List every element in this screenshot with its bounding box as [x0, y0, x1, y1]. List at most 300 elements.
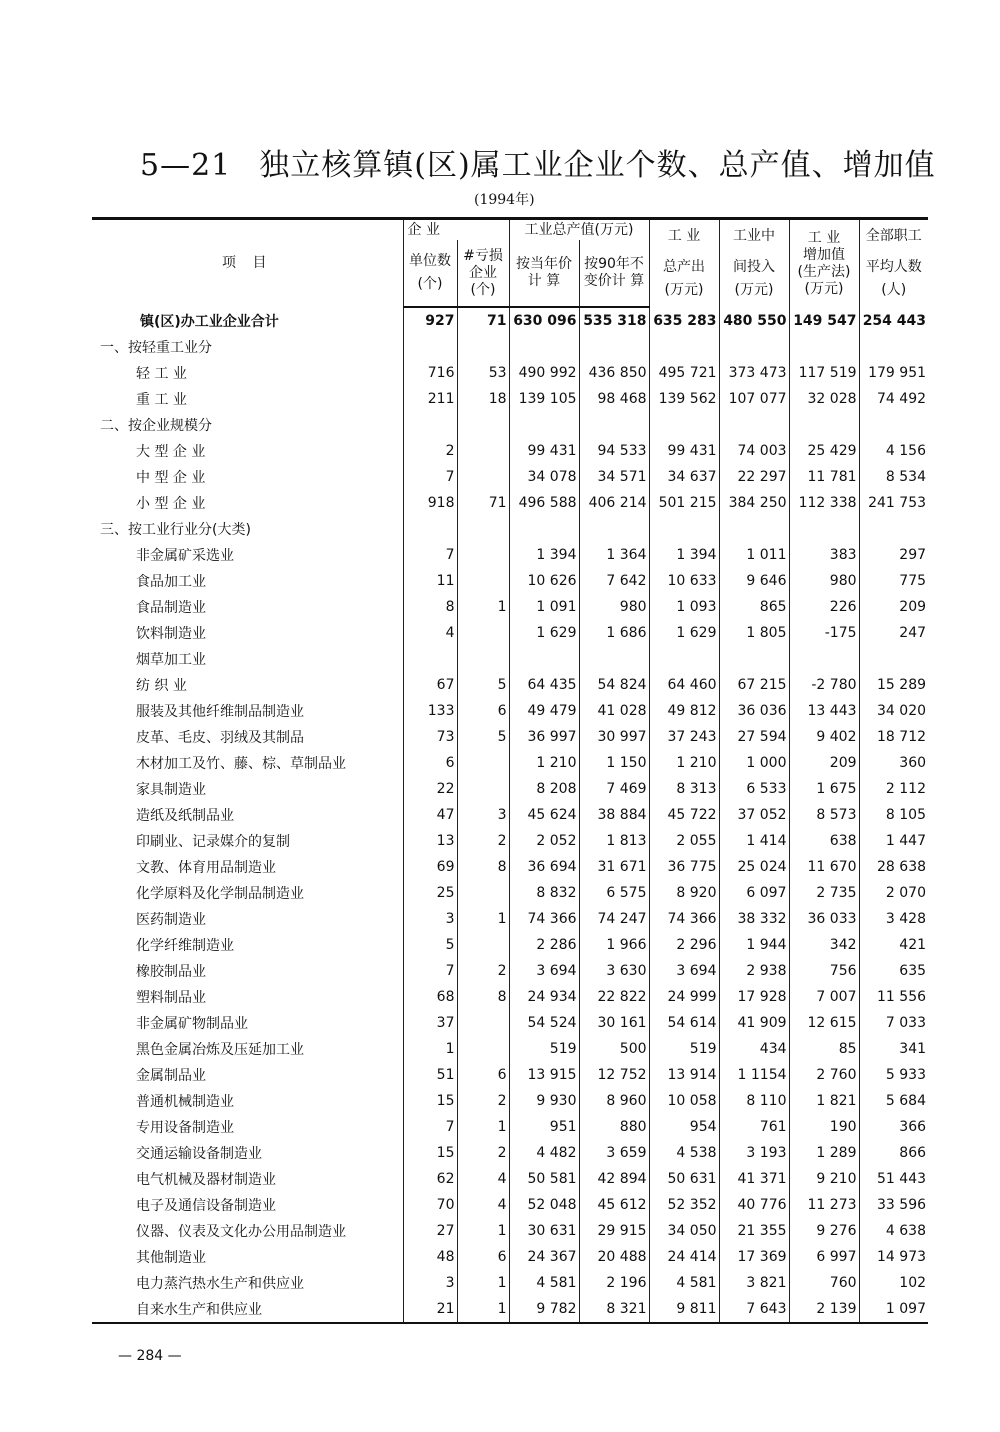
cell: 8 208: [509, 776, 579, 802]
cell: 7 469: [579, 776, 649, 802]
cell: [457, 438, 509, 464]
cell: 1 966: [579, 932, 649, 958]
cell: 383: [789, 542, 859, 568]
cell: 70: [403, 1192, 457, 1218]
cell: 139 105: [509, 386, 579, 412]
cell: 8 960: [579, 1088, 649, 1114]
cell: 3 193: [719, 1140, 789, 1166]
row-label: 自来水生产和供应业: [92, 1296, 403, 1323]
cell: 1: [403, 1036, 457, 1062]
cell: [457, 1010, 509, 1036]
cell: 954: [649, 1114, 719, 1140]
cell: [403, 516, 457, 542]
cell: 384 250: [719, 490, 789, 516]
table-row: [92, 854, 928, 880]
cell: 4: [403, 620, 457, 646]
cell: 28 638: [859, 854, 928, 880]
table-row: [92, 542, 928, 568]
cell: 29 915: [579, 1218, 649, 1244]
cell: 139 562: [649, 386, 719, 412]
cell: 480 550: [719, 307, 789, 334]
cell: 7: [403, 542, 457, 568]
cell: 179 951: [859, 360, 928, 386]
cell: 8 105: [859, 802, 928, 828]
cell: 1 011: [719, 542, 789, 568]
cell: [457, 620, 509, 646]
cell: 880: [579, 1114, 649, 1140]
cell: 2: [457, 828, 509, 854]
cell: 7 033: [859, 1010, 928, 1036]
cell: [789, 334, 859, 360]
cell: 535 318: [579, 307, 649, 334]
row-label: 食品制造业: [136, 600, 206, 616]
cell: 13 914: [649, 1062, 719, 1088]
cell: 133: [403, 698, 457, 724]
cell: [789, 516, 859, 542]
cell: 11 781: [789, 464, 859, 490]
cell: [457, 542, 509, 568]
cell: 73: [403, 724, 457, 750]
cell: 4: [457, 1166, 509, 1192]
cell: 434: [719, 1036, 789, 1062]
cell: 31 671: [579, 854, 649, 880]
header-va-sub: (生产法): [797, 263, 851, 280]
cell: 94 533: [579, 438, 649, 464]
header-va-label: 增加值: [803, 246, 846, 263]
cell: 2 055: [649, 828, 719, 854]
row-label: 橡胶制品业: [136, 964, 206, 980]
table-row: [92, 646, 928, 672]
cell: [509, 412, 579, 438]
cell: 436 850: [579, 360, 649, 386]
cell: 52 352: [649, 1192, 719, 1218]
cell: -2 780: [789, 672, 859, 698]
cell: 373 473: [719, 360, 789, 386]
row-label: 电气机械及器材制造业: [136, 1172, 276, 1188]
cell: 9 646: [719, 568, 789, 594]
cell: 37 052: [719, 802, 789, 828]
row-label: 中 型 企 业: [136, 470, 206, 486]
cell: 3 630: [579, 958, 649, 984]
cell: 7: [403, 958, 457, 984]
table-row: [92, 1296, 928, 1323]
cell: 1 447: [859, 828, 928, 854]
cell: [789, 412, 859, 438]
cell: 254 443: [859, 307, 928, 334]
cell: [649, 516, 719, 542]
cell: 1 364: [579, 542, 649, 568]
header-gov-current-label: 按当年价计 算: [516, 256, 573, 289]
cell: 24 934: [509, 984, 579, 1010]
row-label: 镇(区)办工业企业合计: [140, 313, 279, 330]
cell: 501 215: [649, 490, 719, 516]
cell: 32 028: [789, 386, 859, 412]
cell: 756: [789, 958, 859, 984]
cell: 1 093: [649, 594, 719, 620]
cell: 519: [509, 1036, 579, 1062]
cell: [457, 334, 509, 360]
cell: 519: [649, 1036, 719, 1062]
cell: 630 096: [509, 307, 579, 334]
cell: 74 247: [579, 906, 649, 932]
cell: 36 694: [509, 854, 579, 880]
table-row: [92, 568, 928, 594]
cell: 24 414: [649, 1244, 719, 1270]
cell: 54 524: [509, 1010, 579, 1036]
cell: 17 369: [719, 1244, 789, 1270]
row-label: 金属制品业: [136, 1068, 206, 1084]
header-va-unit: (万元): [804, 280, 844, 297]
cell: 99 431: [649, 438, 719, 464]
table-row: [92, 1218, 928, 1244]
cell: [789, 646, 859, 672]
table-row: [92, 802, 928, 828]
cell: 8: [457, 854, 509, 880]
cell: 13 443: [789, 698, 859, 724]
cell: [457, 880, 509, 906]
cell: 951: [509, 1114, 579, 1140]
cell: [719, 516, 789, 542]
cell: 8 832: [509, 880, 579, 906]
table-row: [92, 672, 928, 698]
header-emp-unit: (人): [881, 282, 907, 298]
cell: 5: [403, 932, 457, 958]
cell: 8 534: [859, 464, 928, 490]
cell: 15: [403, 1140, 457, 1166]
cell: 866: [859, 1140, 928, 1166]
cell: 761: [719, 1114, 789, 1140]
cell: 14 973: [859, 1244, 928, 1270]
table-number: 5—21: [140, 148, 232, 183]
cell: 7: [403, 464, 457, 490]
cell: 1 000: [719, 750, 789, 776]
row-label: 非金属矿采选业: [136, 548, 234, 564]
cell: 980: [789, 568, 859, 594]
cell: 5: [457, 672, 509, 698]
cell: 49 812: [649, 698, 719, 724]
cell: 5 684: [859, 1088, 928, 1114]
cell: 9 811: [649, 1296, 719, 1323]
cell: 22 297: [719, 464, 789, 490]
cell: [509, 516, 579, 542]
cell: [649, 334, 719, 360]
cell: 4: [457, 1192, 509, 1218]
row-label: 大 型 企 业: [136, 444, 206, 460]
row-label: 重 工 业: [136, 392, 187, 408]
row-label: 纺 织 业: [136, 678, 187, 694]
table-row: [92, 1062, 928, 1088]
row-label: 专用设备制造业: [136, 1120, 234, 1136]
cell: 67: [403, 672, 457, 698]
table-row: [92, 1010, 928, 1036]
cell: 11 273: [789, 1192, 859, 1218]
cell: 38 884: [579, 802, 649, 828]
header-output-unit: (万元): [664, 282, 704, 298]
table-row: [92, 438, 928, 464]
cell: 34 571: [579, 464, 649, 490]
header-loss-unit: (个): [470, 281, 496, 298]
table-row: [92, 334, 928, 360]
table-row: [92, 412, 928, 438]
cell: 635 283: [649, 307, 719, 334]
header-item: [92, 219, 403, 308]
cell: 209: [859, 594, 928, 620]
header-loss-label: #亏损企业: [463, 247, 503, 281]
cell: 2 112: [859, 776, 928, 802]
cell: [457, 646, 509, 672]
table-row: [92, 307, 928, 334]
cell: 1 821: [789, 1088, 859, 1114]
row-label: 其他制造业: [136, 1250, 206, 1266]
cell: 1: [457, 1296, 509, 1323]
cell: 102: [859, 1270, 928, 1296]
cell: 760: [789, 1270, 859, 1296]
cell: 1 686: [579, 620, 649, 646]
cell: 1 944: [719, 932, 789, 958]
cell: 7 643: [719, 1296, 789, 1323]
table-row: [92, 1114, 928, 1140]
cell: [859, 412, 928, 438]
cell: [457, 932, 509, 958]
cell: 241 753: [859, 490, 928, 516]
cell: 226: [789, 594, 859, 620]
cell: 716: [403, 360, 457, 386]
cell: [457, 412, 509, 438]
cell: 74 366: [509, 906, 579, 932]
cell: 8 920: [649, 880, 719, 906]
cell: 98 468: [579, 386, 649, 412]
cell: 22 822: [579, 984, 649, 1010]
cell: 149 547: [789, 307, 859, 334]
cell: 1 629: [509, 620, 579, 646]
cell: 209: [789, 750, 859, 776]
cell: 24 999: [649, 984, 719, 1010]
header-employees: [859, 219, 928, 308]
cell: [457, 750, 509, 776]
cell: [859, 516, 928, 542]
table-body: [92, 307, 928, 1323]
cell: 4 538: [649, 1140, 719, 1166]
cell: 1 289: [789, 1140, 859, 1166]
cell: 1: [457, 1114, 509, 1140]
cell: 3: [403, 1270, 457, 1296]
row-label: 家具制造业: [136, 782, 206, 798]
table-row: [92, 360, 928, 386]
cell: [403, 412, 457, 438]
cell: 8 110: [719, 1088, 789, 1114]
cell: 3 694: [649, 958, 719, 984]
cell: 30 631: [509, 1218, 579, 1244]
cell: 45 624: [509, 802, 579, 828]
cell: 2 196: [579, 1270, 649, 1296]
row-label: 饮料制造业: [136, 626, 206, 642]
cell: 1 414: [719, 828, 789, 854]
cell: 47: [403, 802, 457, 828]
row-label: 一、按轻重工业分: [100, 340, 212, 356]
cell: 775: [859, 568, 928, 594]
header-input-top: 工业中: [733, 228, 776, 244]
year-label: (1994年): [474, 192, 535, 208]
table-row: [92, 984, 928, 1010]
row-label: 黑色金属冶炼及压延加工业: [136, 1042, 304, 1058]
row-label: 文教、体育用品制造业: [136, 860, 276, 876]
table-row: [92, 724, 928, 750]
cell: 1 210: [649, 750, 719, 776]
cell: 38 332: [719, 906, 789, 932]
cell: 52 048: [509, 1192, 579, 1218]
cell: 2 286: [509, 932, 579, 958]
cell: [859, 334, 928, 360]
cell: 2 735: [789, 880, 859, 906]
cell: 2: [457, 1140, 509, 1166]
cell: 18: [457, 386, 509, 412]
cell: [579, 412, 649, 438]
cell: 3: [457, 802, 509, 828]
cell: 12 752: [579, 1062, 649, 1088]
cell: 4 581: [649, 1270, 719, 1296]
table-row: [92, 464, 928, 490]
cell: 211: [403, 386, 457, 412]
table-row: [92, 880, 928, 906]
cell: 1 629: [649, 620, 719, 646]
cell: [579, 334, 649, 360]
cell: 4 156: [859, 438, 928, 464]
cell: 71: [457, 490, 509, 516]
row-label: 电子及通信设备制造业: [136, 1198, 276, 1214]
cell: 41 909: [719, 1010, 789, 1036]
table-row: [92, 698, 928, 724]
cell: 50 581: [509, 1166, 579, 1192]
cell: 27: [403, 1218, 457, 1244]
row-label: 非金属矿物制品业: [136, 1016, 248, 1032]
cell: 4 638: [859, 1218, 928, 1244]
table-row: [92, 516, 928, 542]
table-row: [92, 1192, 928, 1218]
cell: 6: [403, 750, 457, 776]
cell: 638: [789, 828, 859, 854]
cell: 8 573: [789, 802, 859, 828]
cell: 62: [403, 1166, 457, 1192]
cell: 30 997: [579, 724, 649, 750]
cell: 51: [403, 1062, 457, 1088]
cell: 6 575: [579, 880, 649, 906]
row-label: 服装及其他纤维制品制造业: [136, 704, 304, 720]
cell: 64 460: [649, 672, 719, 698]
table-row: [92, 1036, 928, 1062]
table-row: [92, 1140, 928, 1166]
cell: [457, 464, 509, 490]
cell: 68: [403, 984, 457, 1010]
table-row: [92, 1270, 928, 1296]
cell: 37: [403, 1010, 457, 1036]
cell: 36 775: [649, 854, 719, 880]
cell: 15: [403, 1088, 457, 1114]
cell: 64 435: [509, 672, 579, 698]
cell: 9 210: [789, 1166, 859, 1192]
cell: 9 930: [509, 1088, 579, 1114]
cell: 2 052: [509, 828, 579, 854]
cell: 20 488: [579, 1244, 649, 1270]
row-label: 轻 工 业: [136, 366, 187, 382]
cell: 6: [457, 698, 509, 724]
cell: 980: [579, 594, 649, 620]
cell: 6 097: [719, 880, 789, 906]
cell: 112 338: [789, 490, 859, 516]
cell: 496 588: [509, 490, 579, 516]
cell: 27 594: [719, 724, 789, 750]
cell: 74 366: [649, 906, 719, 932]
header-output: [649, 219, 719, 308]
cell: 30 161: [579, 1010, 649, 1036]
cell: 8: [457, 984, 509, 1010]
cell: 21 355: [719, 1218, 789, 1244]
cell: [719, 412, 789, 438]
table-row: [92, 932, 928, 958]
cell: [719, 646, 789, 672]
table-row: [92, 958, 928, 984]
table-row: [92, 1088, 928, 1114]
row-label: 化学原料及化学制品制造业: [136, 886, 304, 902]
cell: [649, 412, 719, 438]
cell: 9 276: [789, 1218, 859, 1244]
table-row: [92, 386, 928, 412]
page-number: — 284 —: [118, 1348, 182, 1364]
cell: 6: [457, 1244, 509, 1270]
cell: 17 928: [719, 984, 789, 1010]
table-row: [92, 776, 928, 802]
cell: 10 058: [649, 1088, 719, 1114]
cell: 8 321: [579, 1296, 649, 1323]
cell: 74 492: [859, 386, 928, 412]
cell: 360: [859, 750, 928, 776]
table-row: [92, 490, 928, 516]
statistics-table: [92, 217, 928, 1324]
header-gov-const-label: 按90年不变价计 算: [583, 256, 645, 289]
row-label: 医药制造业: [136, 912, 206, 928]
cell: 21: [403, 1296, 457, 1323]
cell: [509, 334, 579, 360]
row-label: 普通机械制造业: [136, 1094, 234, 1110]
row-label: 皮革、毛皮、羽绒及其制品: [136, 730, 304, 746]
table-row: [92, 594, 928, 620]
cell: 7: [403, 1114, 457, 1140]
cell: [457, 1036, 509, 1062]
cell: 71: [457, 307, 509, 334]
cell: 12 615: [789, 1010, 859, 1036]
header-emp-label: 平均人数: [865, 259, 922, 275]
cell: 190: [789, 1114, 859, 1140]
cell: 6: [457, 1062, 509, 1088]
cell: 4 482: [509, 1140, 579, 1166]
table-title: 独立核算镇(区)属工业企业个数、总产值、增加值: [259, 148, 936, 183]
row-label: 电力蒸汽热水生产和供应业: [136, 1276, 304, 1292]
cell: 40 776: [719, 1192, 789, 1218]
cell: 25 429: [789, 438, 859, 464]
row-label: 食品加工业: [136, 574, 206, 590]
header-emp-top: 全部职工: [865, 228, 922, 244]
cell: 490 992: [509, 360, 579, 386]
cell: 10 626: [509, 568, 579, 594]
cell: [509, 646, 579, 672]
cell: 22: [403, 776, 457, 802]
cell: 24 367: [509, 1244, 579, 1270]
cell: 8: [403, 594, 457, 620]
cell: 33 596: [859, 1192, 928, 1218]
row-label: 印刷业、记录媒介的复制: [136, 834, 290, 850]
cell: 1 210: [509, 750, 579, 776]
row-label: 造纸及纸制品业: [136, 808, 234, 824]
header-va-top: 工 业: [807, 229, 841, 246]
